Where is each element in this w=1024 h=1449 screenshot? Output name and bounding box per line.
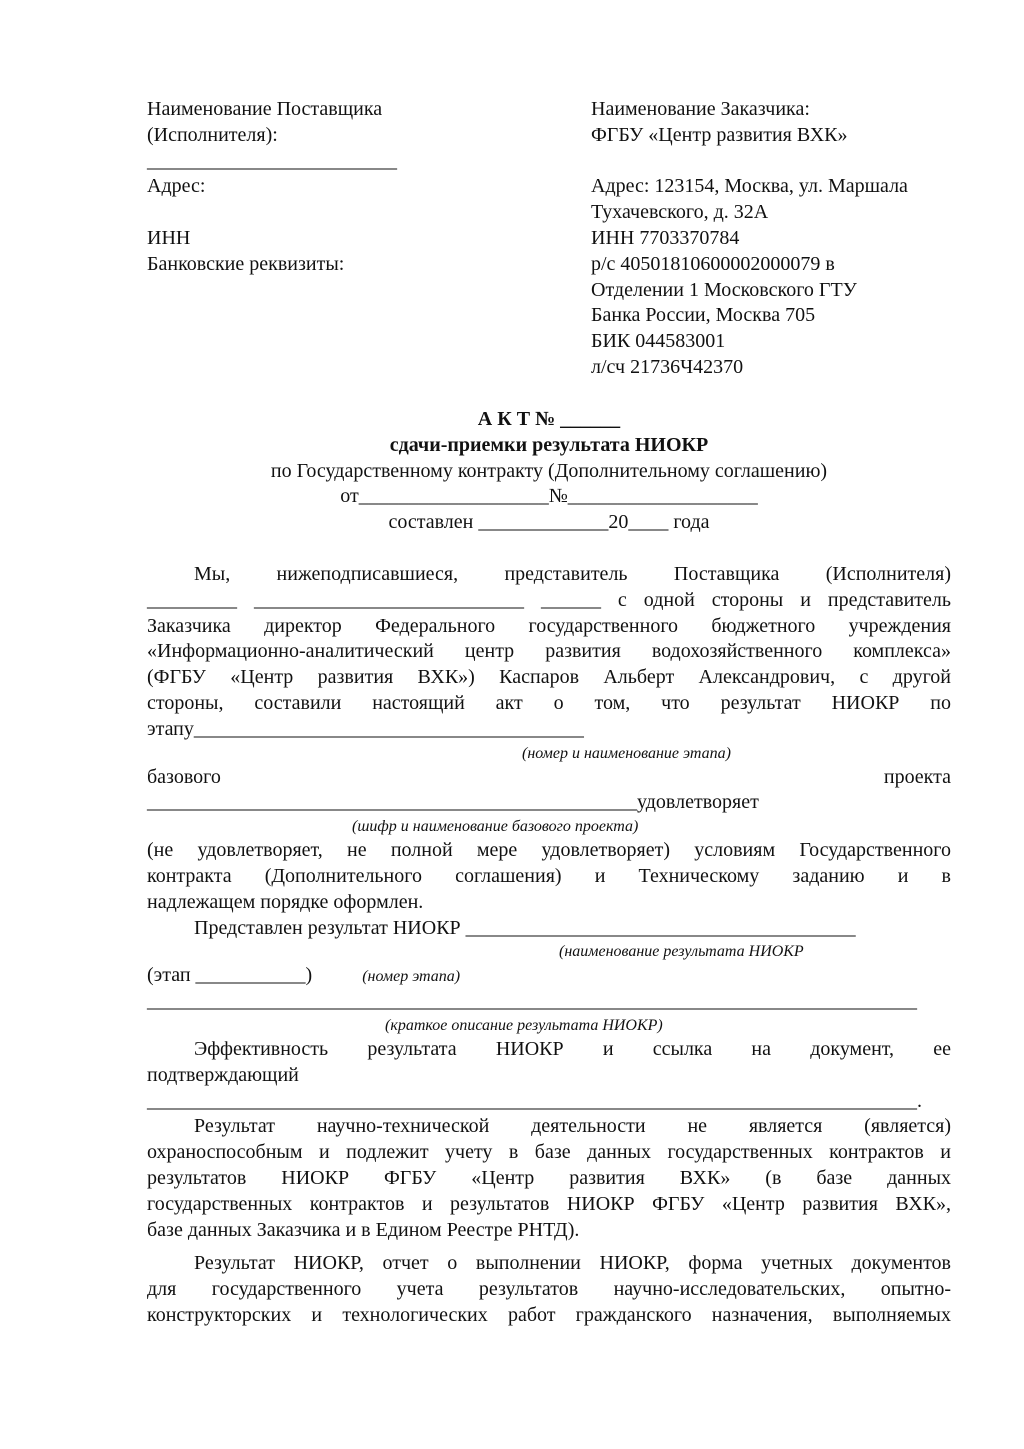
paragraph-line: охраноспособным и подлежит учету в базе данных государственных контрактов и <box>147 1141 951 1164</box>
paragraph-line: Результат НИОКР, отчет о выполнении НИОКР, форма учетных документов <box>194 1252 951 1275</box>
customer-bank-name: Банка России, Москва 705 <box>591 304 816 327</box>
supplier-details <box>147 97 567 278</box>
customer-bank-branch: Отделении 1 Московского ГТУ <box>591 278 857 301</box>
paragraph-line: стороны, составили настоящий акт о том, что результат НИОКР по <box>147 691 951 714</box>
paragraph-line: Представлен результат НИОКР _______________________________________ <box>194 916 856 939</box>
paragraph-line: для государственного учета результатов научно-исследовательских, опытно- <box>147 1278 951 1301</box>
paragraph-line: надлежащем порядке оформлен. <box>147 890 424 913</box>
act-subject: сдачи-приемки результата НИОКР <box>389 433 709 456</box>
paragraph-line: _____________________________________________________________________________. <box>147 1089 922 1112</box>
act-date-number: от___________________№___________________ <box>340 485 758 508</box>
customer-bank-account: р/с 40501810600002000079 в <box>591 252 835 275</box>
paragraph-line <box>147 963 951 989</box>
spacer <box>147 200 567 226</box>
paragraph-line: Эффективность результата НИОКР и ссылка на документ, ее <box>194 1037 951 1060</box>
paragraph-line: _________________________________________________удовлетворяет <box>147 791 759 814</box>
customer-bik: БИК 044583001 <box>591 330 726 353</box>
paragraph-line: Заказчика директор Федерального государственного бюджетного учреждения <box>147 614 951 637</box>
stage-field: (этап ___________) <box>147 964 313 987</box>
word-base: базового <box>147 765 221 788</box>
paragraph-line: _________ ___________________________ ______ с одной стороны и представитель <box>147 588 951 611</box>
supplier-name-label-cont: (Исполнителя): <box>147 123 278 146</box>
supplier-inn-label: ИНН <box>147 226 191 249</box>
act-number-title: А К Т № ______ <box>477 408 621 430</box>
paragraph-line: конструкторских и технологических работ гражданского назначения, выполняемых <box>147 1303 951 1326</box>
customer-name: ФГБУ «Центр развития ВХК» <box>591 123 848 146</box>
customer-personal-account: л/сч 21736Ч42370 <box>591 355 744 378</box>
paragraph-line: _____________________________________________________________________________ <box>147 990 917 1013</box>
word-project: проекта <box>883 765 951 788</box>
customer-address-cont: Тухачевского, д. 32А <box>591 201 769 224</box>
paragraph-line: государственных контрактов и результатов НИОКР ФГБУ «Центр развития ВХК», <box>147 1192 951 1215</box>
act-contract-ref: по Государственному контракту (Дополнительному соглашению) <box>270 459 828 482</box>
act-title-block <box>147 407 951 536</box>
spacer <box>591 149 971 175</box>
paragraph-line: «Информационно-аналитический центр развития водохозяйственного комплекса» <box>147 640 951 663</box>
customer-name-label: Наименование Заказчика: <box>591 98 810 120</box>
paragraph-line: подтверждающий <box>147 1063 299 1086</box>
paragraph-line: (не удовлетворяет, не полной мере удовлетворяет) условиям Государственного <box>147 839 951 862</box>
paragraph-line: Результат научно-технической деятельности не является (является) <box>194 1115 951 1138</box>
paragraph-line: (ФГБУ «Центр развития ВХК») Каспаров Альберт Александрович, с другой <box>147 666 951 689</box>
paragraph-line: Мы, нижеподписавшиеся, представитель Поставщика (Исполнителя) <box>194 563 951 585</box>
customer-details <box>591 97 971 381</box>
caption-stage: (номер и наименование этапа) <box>522 744 731 762</box>
customer-address: Адрес: 123154, Москва, ул. Маршала <box>591 175 908 198</box>
supplier-bank-label: Банковские реквизиты: <box>147 252 345 275</box>
caption-base-project: (шифр и наименование базового проекта) <box>352 818 639 836</box>
supplier-address-label: Адрес: <box>147 175 206 198</box>
paragraph-line <box>147 765 951 791</box>
paragraph-gap <box>147 1243 951 1251</box>
paragraph-line: результатов НИОКР ФГБУ «Центр развития ВХК» (в базе данных <box>147 1166 951 1189</box>
paragraph-line: этапу_______________________________________ <box>147 717 584 740</box>
act-composed-date: составлен _____________20____ года <box>388 511 710 534</box>
supplier-name-blank: _________________________ <box>147 149 397 172</box>
supplier-name-label: Наименование Поставщика <box>147 98 383 120</box>
paragraph-line: контракта (Дополнительного соглашения) и Техническому заданию и в <box>147 864 951 887</box>
caption-stage-number: (номер этапа) <box>362 968 461 986</box>
caption-result: (наименование результата НИОКР <box>559 943 804 961</box>
act-body <box>147 562 951 1329</box>
caption-brief: (краткое описание результата НИОКР) <box>385 1016 663 1034</box>
customer-inn: ИНН 7703370784 <box>591 226 740 249</box>
paragraph-line: базе данных Заказчика и в Едином Реестре РНТД). <box>147 1218 580 1241</box>
